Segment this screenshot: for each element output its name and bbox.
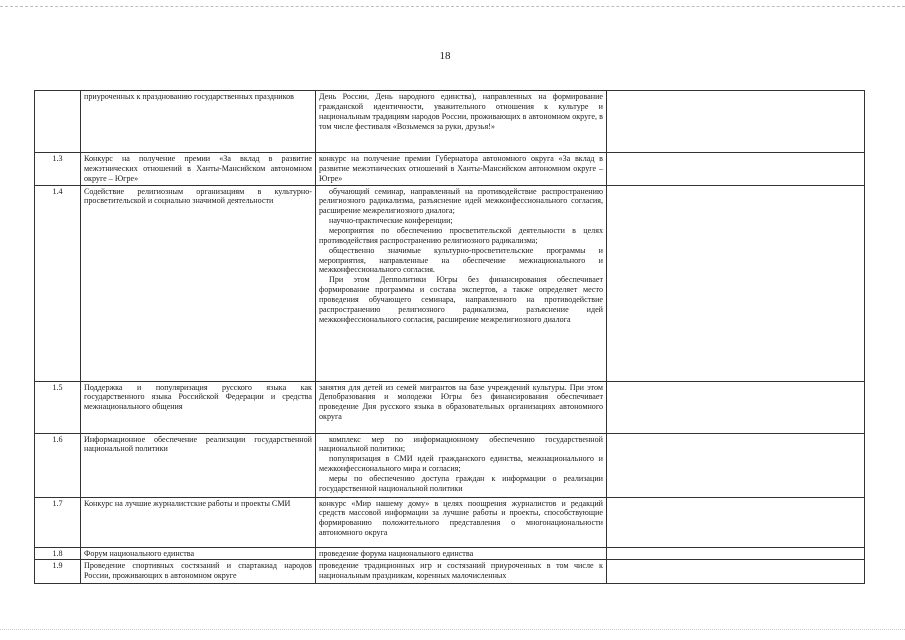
description-paragraph: общественно значимые культурно-просветительские программы и мероприятия, направленные на обеспечение межнационального и межконфессионального согласия. <box>319 245 603 275</box>
table-row <box>35 433 865 497</box>
description-paragraph: проведение традиционных игр и состязаний приуроченных в том числе к национальным праздникам, коренных малочисленных <box>319 561 603 581</box>
event-description <box>316 433 607 497</box>
table-row <box>35 547 865 560</box>
scan-edge-bottom <box>0 629 905 632</box>
description-paragraph: проведение форума национального единства <box>319 548 474 558</box>
row-number: 1.4 <box>35 185 81 381</box>
event-name: Форум национального единства <box>81 547 316 560</box>
event-description <box>316 497 607 547</box>
description-paragraph: занятия для детей из семей мигрантов на базе учреждений культуры. При этом Депобразования и молодежи Югры без финансирования обеспечивает проведение Дня русского языка в образовательных организациях автономного округа <box>319 382 603 422</box>
event-description <box>316 381 607 433</box>
description-paragraph: При этом Депполитики Югры без финансирования обеспечивает формирование программы и состава экспертов, а также определяет место проведения обучающего семинара, направленного на противодействие распространению религиозного радикализма, разъяснение идей межконфессионального согласия, расширение межрелигиозного диалога <box>319 275 603 324</box>
row-number: 1.6 <box>35 433 81 497</box>
description-paragraph: комплекс мер по информационному обеспечению государственной национальной политики; <box>319 434 603 454</box>
description-paragraph: обучающий семинар, направленный на противодействие распространению религиозного радикализма, разъяснение идей межконфессионального согласия, расширение межрелигиозного диалога; <box>319 186 603 216</box>
plan-table-body <box>35 91 865 584</box>
table-row <box>35 185 865 381</box>
event-name: приуроченных к празднованию государственных праздников <box>81 91 316 153</box>
description-paragraph: популяризация в СМИ идей гражданского единства, межнационального и межконфессионального мира и согласия; <box>319 454 603 474</box>
event-name: Конкурс на лучшие журналистские работы и проекты СМИ <box>81 497 316 547</box>
empty-cell <box>607 153 865 186</box>
description-paragraph: научно-практические конференции; <box>329 216 453 226</box>
row-number: 1.3 <box>35 153 81 186</box>
empty-cell <box>607 185 865 381</box>
empty-cell <box>607 497 865 547</box>
description-paragraph: конкурс на получение премии Губернатора автономного округа «За вклад в развитие межэтнических отношений в Ханты-Мансийском автономном округе – Югре» <box>319 154 603 183</box>
row-number: 1.7 <box>35 497 81 547</box>
empty-cell <box>607 91 865 153</box>
page-number: 18 <box>439 50 451 62</box>
event-description <box>316 91 607 153</box>
event-description <box>316 153 607 186</box>
description-paragraph: меры по обеспечению доступа граждан к информации о реализации государственной национальной политики <box>319 474 603 493</box>
description-paragraph: конкурс «Мир нашему дому» в целях поощрения журналистов и редакций средств массовой информации за лучшие работы и проекты, способствующие формированию положительного представления о многонациональности автономного округа <box>319 498 603 538</box>
empty-cell <box>607 547 865 560</box>
row-number: 1.5 <box>35 381 81 433</box>
event-name: Содействие религиозным организациям в культурно-просветительской и социально значимой деятельности <box>81 185 316 381</box>
event-name: Конкурс на получение премии «За вклад в развитие межэтнических отношений в Ханты-Мансийском автономном округе – Югре» <box>81 153 316 186</box>
scan-edge-top <box>0 6 905 11</box>
empty-cell <box>607 381 865 433</box>
plan-table <box>34 90 865 584</box>
event-description <box>316 560 607 584</box>
table-row <box>35 497 865 547</box>
event-name: Проведение спортивных состязаний и спартакиад народов России, проживающих в автономном округе <box>81 560 316 584</box>
table-row <box>35 153 865 186</box>
event-description <box>316 185 607 381</box>
empty-cell <box>607 560 865 584</box>
table-row <box>35 91 865 153</box>
row-number: 1.9 <box>35 560 81 584</box>
event-description <box>316 547 607 560</box>
event-name: Информационное обеспечение реализации государственной национальной политики <box>81 433 316 497</box>
table-row <box>35 560 865 584</box>
table-row <box>35 381 865 433</box>
row-number <box>35 91 81 153</box>
description-paragraph: День России, День народного единства), направленных на формирование гражданской идентичности, уважительного отношения к культуре и национальным традициям народов России, проживающих в автономном округе, в том числе фестиваля «Возьмемся за руки, друзья!» <box>319 92 603 131</box>
description-paragraph: мероприятия по обеспечению просветительской деятельности в целях противодействия распространению религиозного радикализма; <box>319 226 603 245</box>
row-number: 1.8 <box>35 547 81 560</box>
empty-cell <box>607 433 865 497</box>
event-name: Поддержка и популяризация русского языка как государственного языка Российской Федерации и средства межнационального общения <box>81 381 316 433</box>
